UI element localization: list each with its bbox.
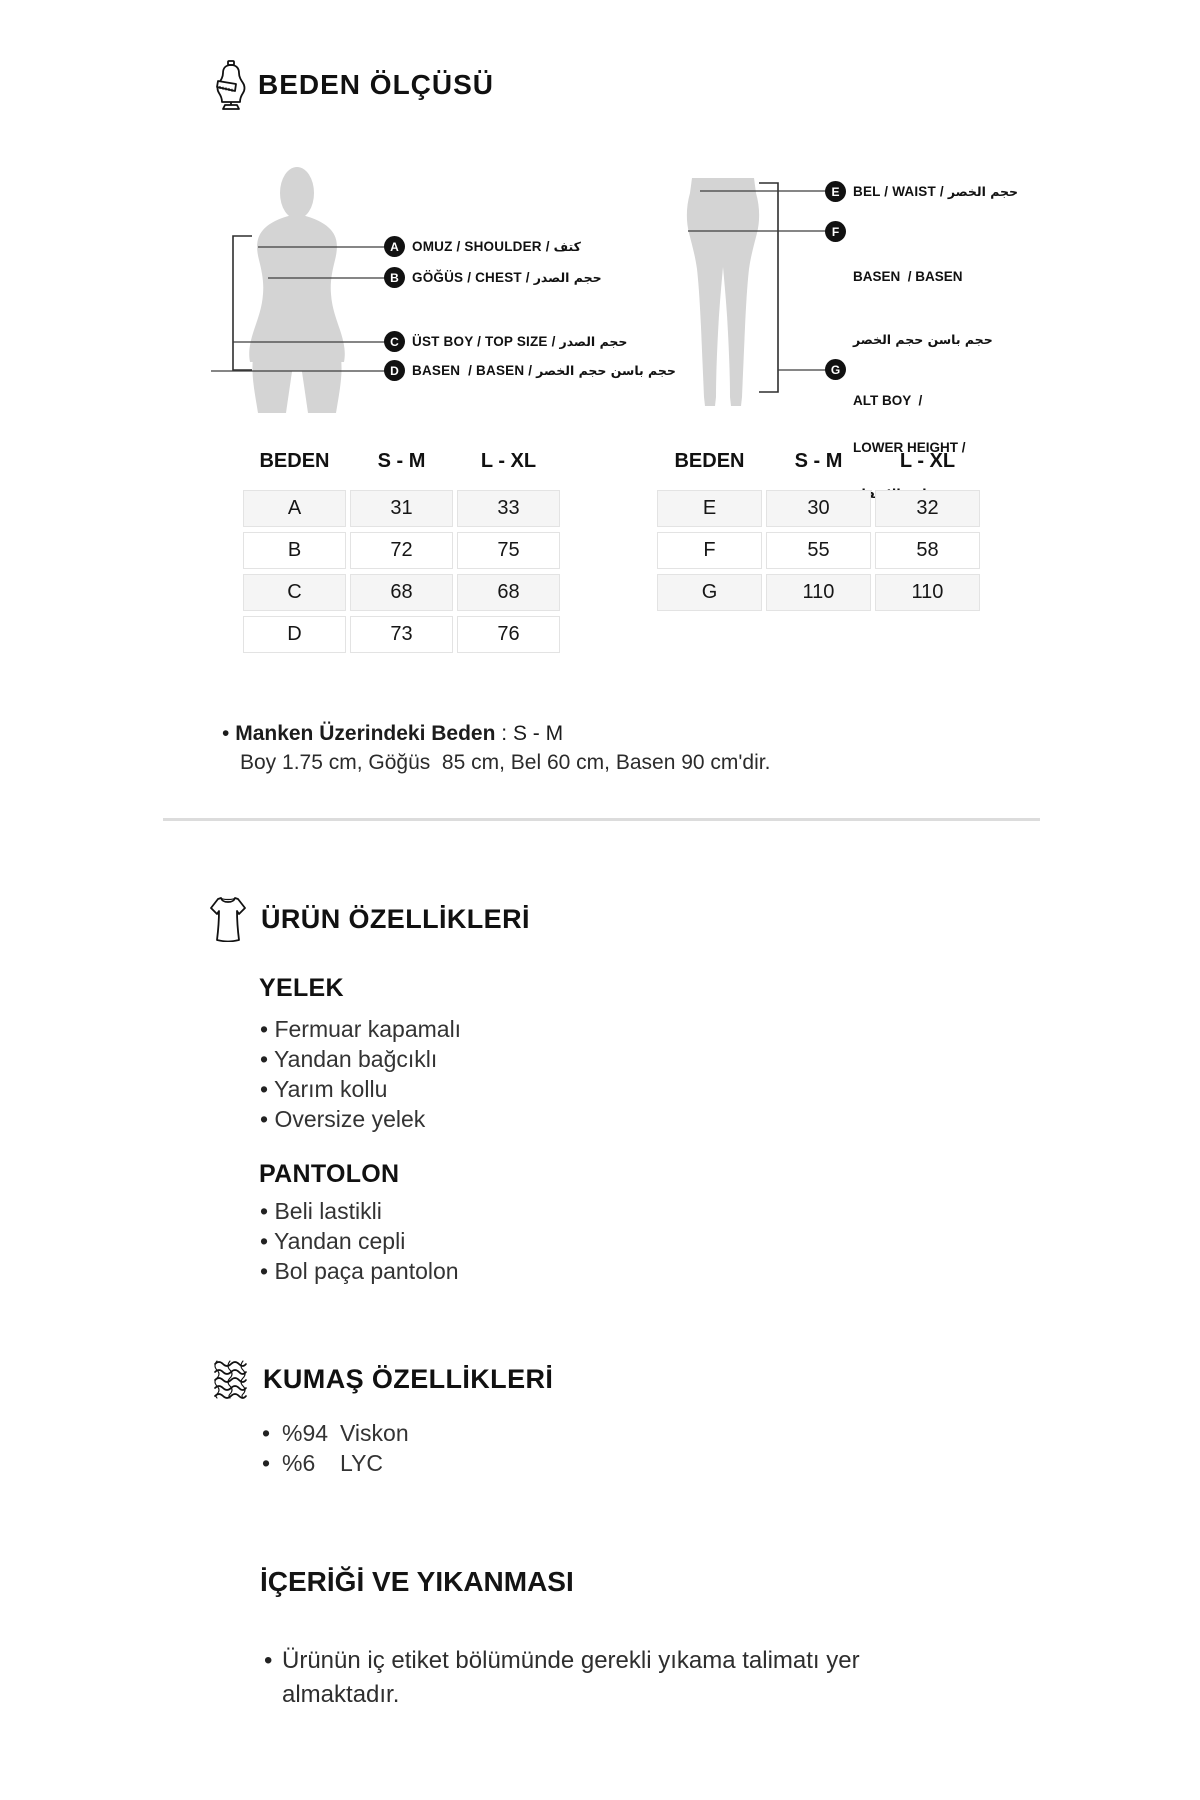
fabric-weave-icon — [211, 1358, 249, 1400]
cell: 33 — [457, 490, 560, 527]
cell: 76 — [457, 616, 560, 653]
badge-c: C — [384, 331, 405, 352]
cell: 73 — [350, 616, 453, 653]
cell: 68 — [457, 574, 560, 611]
upper-body-diagram — [200, 160, 410, 420]
badge-a: A — [384, 236, 405, 257]
page-title: BEDEN ÖLÇÜSÜ — [258, 69, 495, 100]
col-header: L - XL — [899, 449, 956, 472]
label-shoulder: OMUZ / SHOULDER / كتف — [412, 239, 581, 254]
cell: 72 — [350, 532, 453, 569]
label-top-size: ÜST BOY / TOP SIZE / حجم الصدر — [412, 334, 628, 349]
label-basen-bottom: BASEN / BASEN حجم باسن حجم الخصر — [853, 269, 993, 347]
cell: 110 — [875, 574, 980, 611]
page-title-block — [214, 60, 494, 110]
care-title: İÇERİĞİ VE YIKANMASI — [260, 1566, 574, 1597]
size-table-bottom — [657, 448, 980, 611]
list-item: • Yandan bağcıklı — [260, 1044, 461, 1074]
group-title-pantolon: PANTOLON — [259, 1160, 400, 1188]
col-header: BEDEN — [674, 449, 745, 472]
cell: 75 — [457, 532, 560, 569]
size-table-top — [243, 448, 560, 653]
cell: 68 — [350, 574, 453, 611]
badge-d: D — [384, 360, 405, 381]
label-lower-height: ALT BOY / LOWER HEIGHT / — [853, 393, 966, 455]
label-waist: BEL / WAIST / حجم الخصر — [853, 184, 1019, 199]
cell: 110 — [766, 574, 871, 611]
fabric-item: • %6 LYC — [262, 1450, 384, 1476]
product-features-title: ÜRÜN ÖZELLİKLERİ — [261, 903, 530, 934]
col-header: L - XL — [480, 449, 537, 472]
model-size-note: • Manken Üzerindeki Beden : S - M — [222, 722, 564, 745]
badge-b: B — [384, 267, 405, 288]
col-header: BEDEN — [259, 449, 330, 472]
list-item: • Fermuar kapamalı — [260, 1014, 461, 1044]
mannequin-icon — [214, 60, 248, 110]
cell: 32 — [875, 490, 980, 527]
cell: 31 — [350, 490, 453, 527]
care-text: • Ürünün iç etiket bölümünde gerekli yıkama talimatı yer almaktadır. — [262, 1644, 894, 1712]
label-chest: GÖĞÜS / CHEST / حجم الصدر — [412, 270, 602, 285]
section-divider — [163, 818, 1040, 821]
cell: F — [657, 532, 762, 569]
col-header: S - M — [794, 449, 843, 472]
group-title-yelek: YELEK — [259, 974, 344, 1002]
model-size-detail: Boy 1.75 cm, Göğüs 85 cm, Bel 60 cm, Basen 90 cm'dir. — [240, 751, 771, 774]
pantolon-feature-list — [260, 1196, 459, 1286]
fabric-title: KUMAŞ ÖZELLİKLERİ — [263, 1363, 554, 1394]
yelek-feature-list — [260, 1014, 461, 1134]
fabric-header — [211, 1358, 553, 1400]
product-features-header — [209, 896, 530, 942]
list-item: • Yandan cepli — [260, 1226, 459, 1256]
cell: 55 — [766, 532, 871, 569]
lower-body-diagram — [680, 175, 830, 410]
cell: 30 — [766, 490, 871, 527]
cell: E — [657, 490, 762, 527]
cell: C — [243, 574, 346, 611]
cell: G — [657, 574, 762, 611]
cell: A — [243, 490, 346, 527]
fabric-list — [262, 1418, 409, 1478]
list-item: • Yarım kollu — [260, 1074, 461, 1104]
cell: 58 — [875, 532, 980, 569]
fabric-item: • %94 Viskon — [262, 1420, 409, 1446]
cell: D — [243, 616, 346, 653]
badge-f: F — [825, 221, 846, 242]
list-item: • Oversize yelek — [260, 1104, 461, 1134]
col-header: S - M — [377, 449, 426, 472]
list-item: • Bol paça pantolon — [260, 1256, 459, 1286]
list-item: • Beli lastikli — [260, 1196, 459, 1226]
tshirt-icon — [209, 896, 247, 942]
badge-e: E — [825, 181, 846, 202]
cell: B — [243, 532, 346, 569]
badge-g: G — [825, 359, 846, 380]
label-basen-top: BASEN / BASEN / حجم باسن حجم الخصر — [412, 363, 676, 378]
